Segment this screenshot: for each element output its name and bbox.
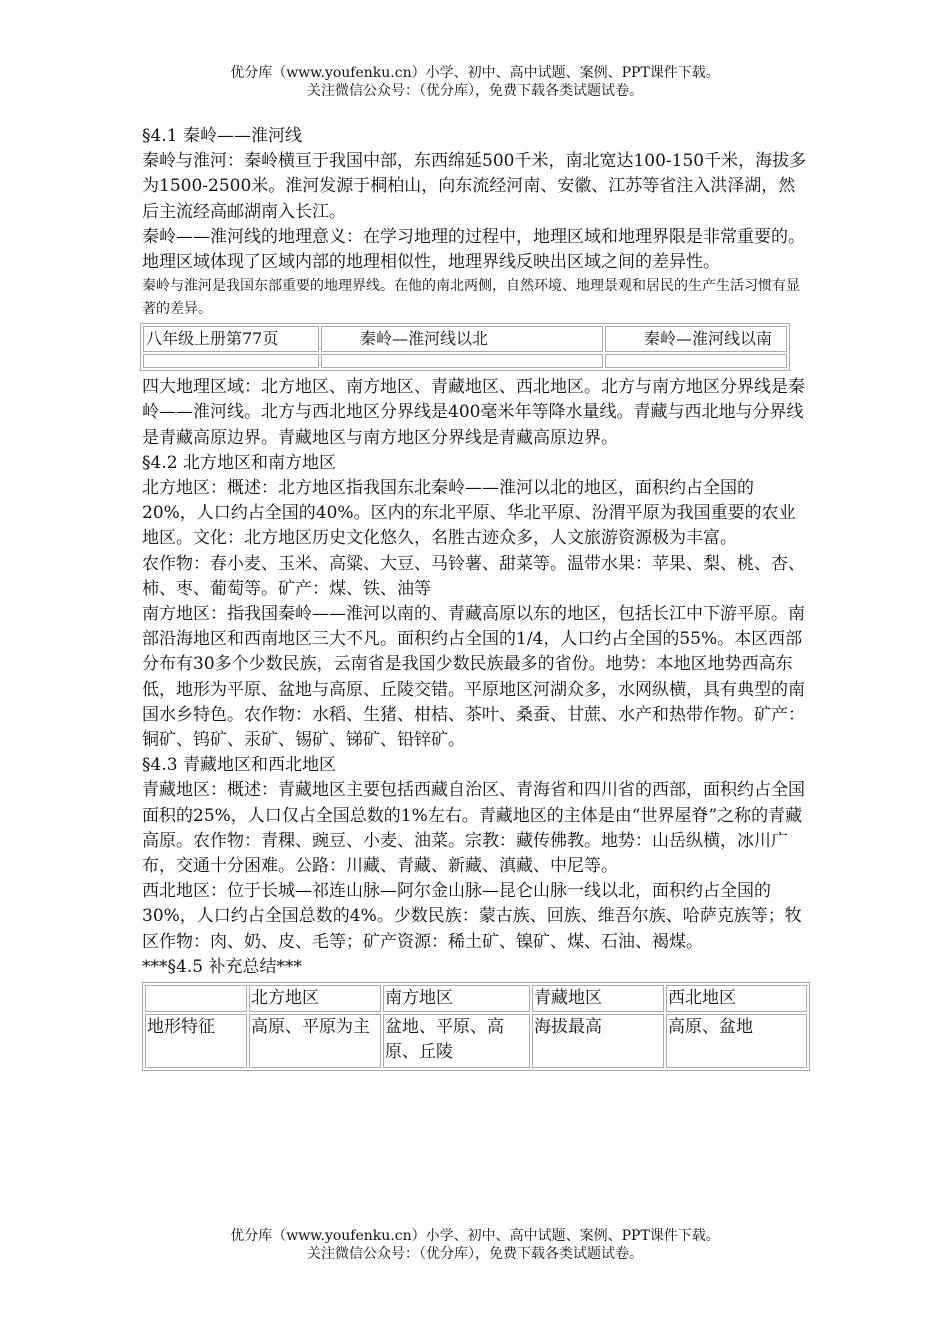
- section-4-1-paragraph-3: 秦岭与淮河是我国东部重要的地理界线。在他的南北两侧，自然环境、地理景观和居民的生产生活习惯有显著的差异。: [142, 278, 800, 318]
- document-body: [142, 124, 808, 1071]
- section-4-3-paragraph-1: 青藏地区：概述：青藏地区主要包括西藏自治区、青海省和四川省的西部，面积约占全国面积的25%，人口仅占全国总数的1%左右。青藏地区的主体是由“世界屋脊”之称的青藏高原。农作物：青稞、豌豆、小麦、油菜。宗教：藏传佛教。地势：山岳纵横，冰川广布，交通十分困难。公路：川藏、青藏、新藏、滇藏、中尼等。: [142, 780, 805, 877]
- section-4-5-title: ***§4.5 补充总结***: [142, 956, 302, 977]
- section-4-2-paragraph-3: 南方地区：指我国秦岭——淮河以南的、青藏高原以东的地区，包括长江中下游平原。南部沿海地区和西南地区三大不凡。面积约占全国的1/4，人口约占全国的55%。本区西部分布有30多个少数民族，云南省是我国少数民族最多的省份。地势：本地区地势西高东低，地形为平原、盆地与高原、丘陵交错。平原地区河湖众多，水网纵横，具有典型的南国水乡特色。农作物：水稻、生猪、柑桔、茶叶、桑蚕、甘蔗、水产和热带作物。矿产：铜矿、钨矿、汞矿、锡矿、锑矿、铅锌矿。: [142, 604, 805, 751]
- region-summary-table: [142, 982, 810, 1071]
- table-header-cell: 西北地区: [666, 985, 807, 1012]
- page-header: [0, 64, 950, 100]
- page-footer: [0, 1227, 950, 1263]
- table-cell: 高原、平原为主: [249, 1014, 381, 1068]
- table-cell: [321, 354, 603, 368]
- table-cell: 海拔最高: [532, 1014, 664, 1068]
- table-cell: 高原、盆地: [666, 1014, 807, 1068]
- section-4-1-paragraph-1: 秦岭与淮河：秦岭横亘于我国中部，东西绵延500千米，南北宽达100-150千米，海拔多为1500-2500米。淮河发源于桐柏山，向东流经河南、安徽、江苏等省注入洪泽湖，然后主流经高邮湖南入长江。: [142, 151, 807, 222]
- table-header-row: [145, 985, 807, 1012]
- header-line-1: 优分库（www.youfenku.cn）小学、初中、高中试题、案例、PPT课件下载。: [230, 65, 720, 81]
- section-4-3-paragraph-2: 西北地区：位于长城—祁连山脉—阿尔金山脉—昆仑山脉一线以北，面积约占全国的30%，人口约占全国总数的4%。少数民族：蒙古族、回族、维吾尔族、哈萨克族等；牧区作物：肉、奶、皮、毛等；矿产资源：稀土矿、镍矿、煤、石油、褐煤。: [142, 881, 802, 952]
- table-cell: [143, 354, 319, 368]
- section-4-1-title: §4.1 秦岭——淮河线: [142, 126, 302, 146]
- section-4-1-paragraph-2: 秦岭——淮河线的地理意义：在学习地理的过程中，地理区域和地理界限是非常重要的。地理区域体现了区域内部的地理相似性，地理界线反映出区域之间的差异性。: [142, 226, 805, 273]
- table-row: [143, 326, 787, 352]
- table-cell: 地形特征: [145, 1014, 247, 1068]
- table-cell-textbook-page: 八年级上册第77页: [143, 326, 319, 352]
- table-cell-north: 秦岭—淮河线以北: [321, 326, 603, 352]
- table-header-cell: 南方地区: [383, 985, 530, 1012]
- table-header-cell: [145, 985, 247, 1012]
- section-4-2-paragraph-2: 农作物：春小麦、玉米、高粱、大豆、马铃薯、甜菜等。温带水果：苹果、梨、桃、杏、柿、枣、葡萄等。矿产：煤、铁、油等: [142, 553, 805, 599]
- table-row: [145, 1014, 807, 1068]
- header-line-2: 关注微信公众号：（优分库），免费下载各类试题试卷。: [307, 83, 643, 99]
- section-4-2-title: §4.2 北方地区和南方地区: [142, 452, 336, 473]
- table-cell: 盆地、平原、高原、丘陵: [383, 1014, 530, 1068]
- footer-line-2: 关注微信公众号：（优分库），免费下载各类试题试卷。: [307, 1246, 643, 1262]
- table-row: [143, 354, 787, 368]
- table-cell: [605, 354, 787, 368]
- table-header-cell: 青藏地区: [532, 985, 664, 1012]
- section-4-3-title: §4.3 青藏地区和西北地区: [142, 755, 336, 776]
- table-header-cell: 北方地区: [249, 985, 381, 1012]
- section-4-1-paragraph-4: 四大地理区域：北方地区、南方地区、青藏地区、西北地区。北方与南方地区分界线是秦岭——淮河线。北方与西北地区分界线是400毫米年等降水量线。青藏与西北地与分界线是青藏高原边界。青藏地区与南方地区分界线是青藏高原边界。: [142, 377, 805, 448]
- table-cell-south: 秦岭—淮河线以南: [605, 326, 787, 352]
- footer-line-1: 优分库（www.youfenku.cn）小学、初中、高中试题、案例、PPT课件下载。: [230, 1228, 720, 1244]
- qinling-comparison-table: [140, 323, 790, 371]
- section-4-2-paragraph-1: 北方地区：概述：北方地区指我国东北秦岭——淮河以北的地区，面积约占全国的20%，人口约占全国的40%。区内的东北平原、华北平原、汾渭平原为我国重要的农业地区。文化：北方地区历史文化悠久，名胜古迹众多，人文旅游资源极为丰富。: [142, 478, 796, 549]
